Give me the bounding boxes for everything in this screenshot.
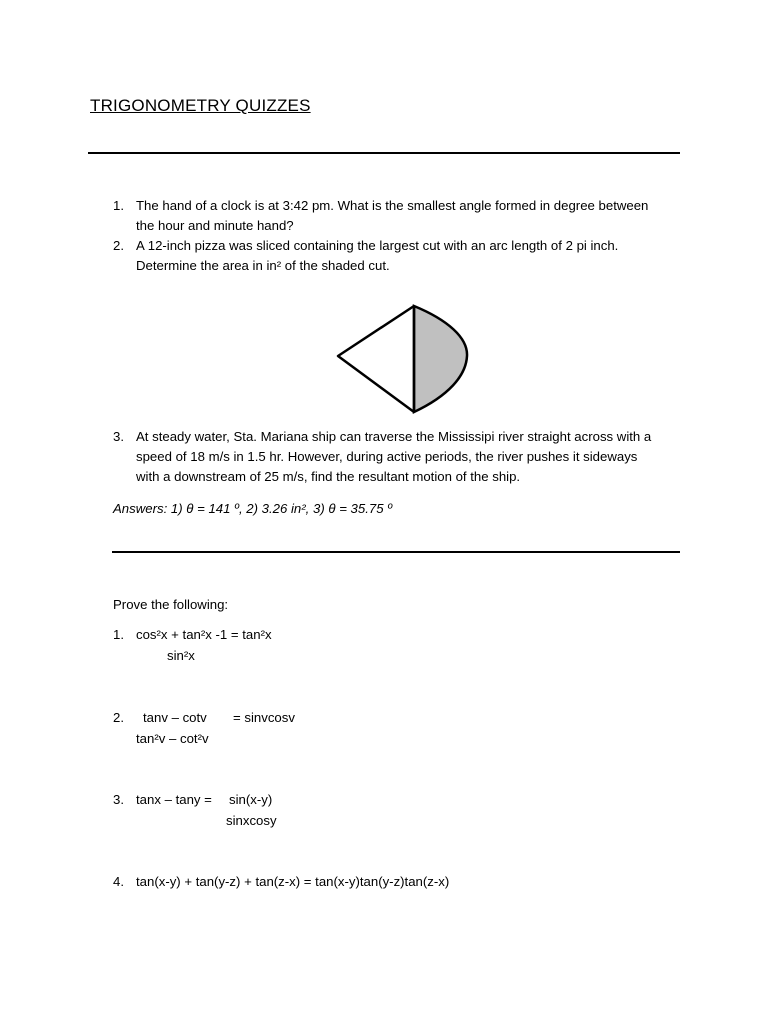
prove-heading: Prove the following: — [113, 597, 229, 612]
prove-3-top-right: sin(x-y) — [229, 792, 273, 807]
problem-3-line-3: with a downstream of 25 m/s, find the resultant motion of the ship. — [136, 469, 521, 484]
answers-line: Answers: 1) θ = 141 º, 2) 3.26 in², 3) θ = 35.75 º — [113, 501, 393, 516]
prove-2-bottom: tan²v – cot²v — [136, 731, 209, 746]
problem-2-number: 2. — [113, 238, 124, 253]
prove-1-number: 1. — [113, 627, 124, 642]
prove-3-bottom: sinxcosy — [226, 813, 277, 828]
prove-3-top-left: tanx – tany = — [136, 792, 212, 807]
unshaded-triangle — [338, 306, 414, 412]
prove-1-top: cos²x + tan²x -1 = tan²x — [136, 627, 272, 642]
problem-2-line-1: A 12-inch pizza was sliced containing the largest cut with an arc length of 2 pi inch. — [136, 238, 619, 253]
divider-top — [88, 152, 680, 154]
problem-3-line-1: At steady water, Sta. Mariana ship can traverse the Mississipi river straight across with a — [136, 429, 652, 444]
prove-3-number: 3. — [113, 792, 124, 807]
prove-4-equation: tan(x-y) + tan(y-z) + tan(z-x) = tan(x-y)tan(y-z)tan(z-x) — [136, 874, 450, 889]
prove-2-top-left: tanv – cotv — [143, 710, 207, 725]
problem-1-line-2: the hour and minute hand? — [136, 218, 294, 233]
problem-2-line-2: Determine the area in in² of the shaded cut. — [136, 258, 390, 273]
divider-middle — [112, 551, 680, 553]
shaded-cut — [414, 306, 467, 412]
prove-2-number: 2. — [113, 710, 124, 725]
problem-1-line-1: The hand of a clock is at 3:42 pm. What is the smallest angle formed in degree between — [136, 198, 649, 213]
problem-3-number: 3. — [113, 429, 124, 444]
page-title: TRIGONOMETRY QUIZZES — [90, 96, 311, 115]
prove-2-top-right: = sinvcosv — [233, 710, 295, 725]
prove-4-number: 4. — [113, 874, 124, 889]
problem-1-number: 1. — [113, 198, 124, 213]
prove-1-bottom: sin²x — [167, 648, 195, 663]
problem-3-line-2: speed of 18 m/s in 1.5 hr. However, during active periods, the river pushes it sideways — [136, 449, 638, 464]
pizza-slice-diagram — [330, 298, 476, 420]
